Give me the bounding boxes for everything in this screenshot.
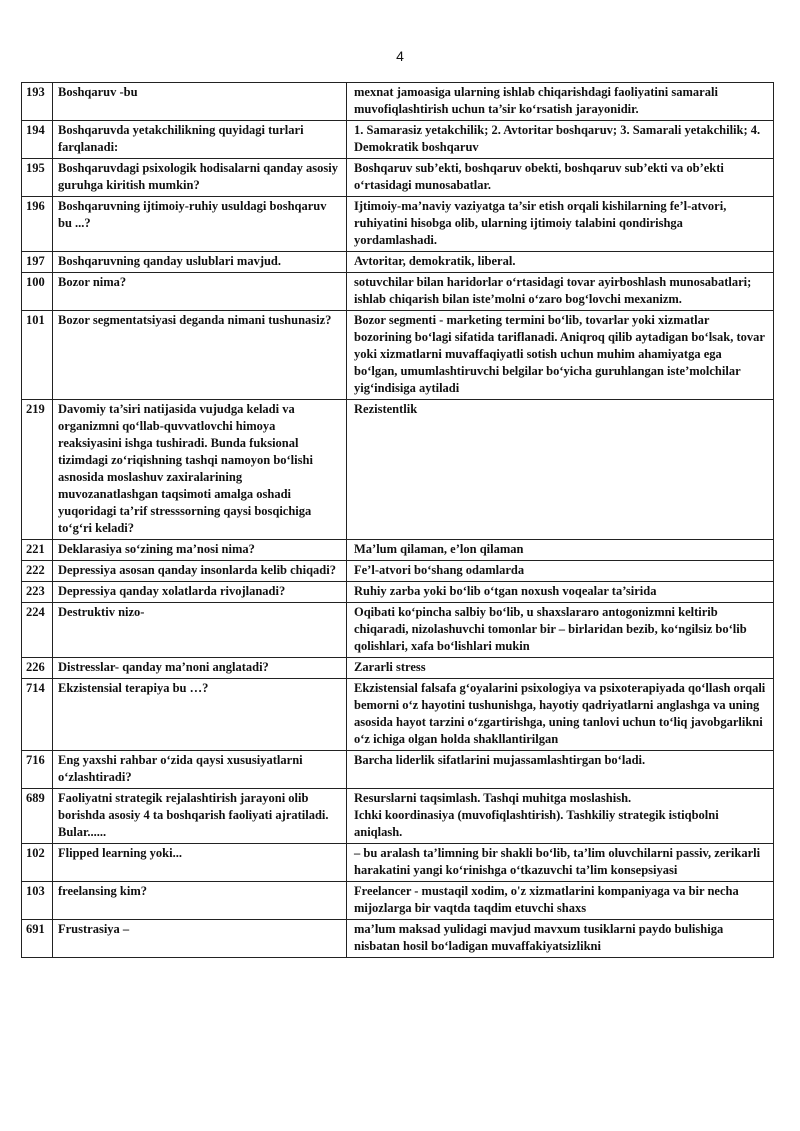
answer-cell: Fe’l-atvori bo‘shang odamlarda [347,561,774,582]
question-cell: Eng yaxshi rahbar o‘zida qaysi xususiyatlarni o‘zlashtiradi? [53,751,347,789]
row-number-cell: 196 [22,197,53,252]
answer-cell: Ijtimoiy-ma’naviy vaziyatga ta’sir etish orqali kishilarning fe’l-atvori, ruhiyatini hisobga olib, ularning ijtimoiy talabini qondirishga yordamlashadi. [347,197,774,252]
question-cell: Bozor nima? [53,273,347,311]
question-cell: Flipped learning yoki... [53,844,347,882]
answer-cell: Freelancer - mustaqil xodim, o'z xizmatlarini kompaniyaga va bir necha mijozlarga bir vaqtda taqdim etuvchi shaxs [347,882,774,920]
answer-cell: Barcha liderlik sifatlarini mujassamlashtirgan bo‘ladi. [347,751,774,789]
table-row [22,540,774,561]
question-cell: Boshqaruvning qanday uslublari mavjud. [53,252,347,273]
table-row [22,844,774,882]
table-row [22,252,774,273]
table-row [22,197,774,252]
question-cell: Boshqaruvning ijtimoiy-ruhiy usuldagi boshqaruv bu ...? [53,197,347,252]
table-row [22,679,774,751]
row-number-cell: 194 [22,121,53,159]
row-number-cell: 193 [22,83,53,121]
question-cell: Frustrasiya – [53,920,347,958]
question-cell: Depressiya qanday xolatlarda rivojlanadi? [53,582,347,603]
answer-cell: Avtoritar, demokratik, liberal. [347,252,774,273]
table-row [22,273,774,311]
question-cell: Deklarasiya so‘zining ma’nosi nima? [53,540,347,561]
row-number-cell: 100 [22,273,53,311]
row-number-cell: 226 [22,658,53,679]
row-number-cell: 221 [22,540,53,561]
table-row [22,751,774,789]
row-number-cell: 223 [22,582,53,603]
table-row [22,121,774,159]
table-row [22,400,774,540]
row-number-cell: 197 [22,252,53,273]
question-cell: Davomiy ta’siri natijasida vujudga keladi va organizmni qo‘llab-quvvatlovchi himoya reaksiyasini ishga tushiradi. Bunda fuksional tizimdagi zo‘riqishning tashqi namoyon bo‘lishi asnosida moslashuv zaxiralarining muvozanatlashgan taqsimoti amalga oshadi yuqoridagi ta’rif stresssorning qaysi bosqichiga to‘g‘ri keladi? [53,400,347,540]
table-row [22,920,774,958]
answer-cell: Boshqaruv sub’ekti, boshqaruv obekti, boshqaruv sub’ekti va ob’ekti o‘rtasidagi munosabatlar. [347,159,774,197]
row-number-cell: 222 [22,561,53,582]
table-row [22,83,774,121]
row-number-cell: 714 [22,679,53,751]
answer-cell: 1. Samarasiz yetakchilik; 2. Avtoritar boshqaruv; 3. Samarali yetakchilik; 4. Demokratik boshqaruv [347,121,774,159]
qa-table-body [22,83,774,958]
table-row [22,658,774,679]
answer-cell: Zararli stress [347,658,774,679]
question-cell: Ekzistensial terapiya bu …? [53,679,347,751]
table-row [22,561,774,582]
answer-cell: ma’lum maksad yulidagi mavjud mavxum tusiklarni paydo bulishiga nisbatan hosil bo‘ladigan muvaffakiyatsizlikni [347,920,774,958]
page-number: 4 [396,48,404,64]
question-cell: Boshqaruv -bu [53,83,347,121]
table-row [22,603,774,658]
question-cell: Distresslar- qanday ma’noni anglatadi? [53,658,347,679]
row-number-cell: 691 [22,920,53,958]
answer-cell: Ekzistensial falsafa g‘oyalarini psixologiya va psixoterapiyada qo‘llash orqali bemorni o‘z hayotini tushunishga, hayotiy qadriyatlarni anglashga va uning asosida hayot tarzini o‘zgartirishga, uning tanlovi uchun to‘liq javobgarlikni o‘z ichiga olgan holda shakllantirilgan [347,679,774,751]
question-cell: Bozor segmentatsiyasi deganda nimani tushunasiz? [53,311,347,400]
question-cell: Boshqaruvdagi psixologik hodisalarni qanday asosiy guruhga kiritish mumkin? [53,159,347,197]
row-number-cell: 102 [22,844,53,882]
table-row [22,789,774,844]
answer-cell: Oqibati ko‘pincha salbiy bo‘lib, u shaxslararo antogonizmni keltirib chiqaradi, nizolashuvchi tomonlar bir – birlaridan bezib, ko‘ngilsiz bo‘lib qolishlari, xafa bo‘lishlari mukin [347,603,774,658]
table-row [22,582,774,603]
answer-cell: Ruhiy zarba yoki bo‘lib o‘tgan noxush voqealar ta’sirida [347,582,774,603]
qa-table [21,82,774,958]
question-cell: Depressiya asosan qanday insonlarda kelib chiqadi? [53,561,347,582]
question-cell: Faoliyatni strategik rejalashtirish jarayoni olib borishda asosiy 4 ta boshqarish faoliyati ajratiladi. Bular...... [53,789,347,844]
row-number-cell: 101 [22,311,53,400]
row-number-cell: 103 [22,882,53,920]
row-number-cell: 689 [22,789,53,844]
answer-cell: Resurslarni taqsimlash. Tashqi muhitga moslashish. Ichki koordinasiya (muvofiqlashtirish). Tashkiliy strategik istiqbolni aniqlash. [347,789,774,844]
answer-cell: Ma’lum qilaman, e’lon qilaman [347,540,774,561]
answer-cell: Rezistentlik [347,400,774,540]
row-number-cell: 716 [22,751,53,789]
table-row [22,159,774,197]
row-number-cell: 224 [22,603,53,658]
row-number-cell: 219 [22,400,53,540]
answer-cell: mexnat jamoasiga ularning ishlab chiqarishdagi faoliyatini samarali muvofiqlashtirish uchun ta’sir ko‘rsatish jarayonidir. [347,83,774,121]
question-cell: freelansing kim? [53,882,347,920]
answer-cell: Bozor segmenti - marketing termini bo‘lib, tovarlar yoki xizmatlar bozorining bo‘lagi sifatida tariflanadi. Aniqroq qilib aytadigan bo‘lsak, tovar yoki xizmatlarni muvaffaqiyatli sotish uchun muhim ahamiyatga ega bo‘lgan, umumlashtiruvchi belgilar bo‘yicha guruhlangan iste’molchilar yig‘indisiga aytiladi [347,311,774,400]
table-row [22,311,774,400]
question-cell: Boshqaruvda yetakchilikning quyidagi turlari farqlanadi: [53,121,347,159]
table-row [22,882,774,920]
question-cell: Destruktiv nizo- [53,603,347,658]
answer-cell: – bu aralash ta’limning bir shakli bo‘lib, ta’lim oluvchilarni passiv, zerikarli harakatini yangi ko‘rinishga o‘tkazuvchi ta’lim konsepsiyasi [347,844,774,882]
row-number-cell: 195 [22,159,53,197]
answer-cell: sotuvchilar bilan haridorlar o‘rtasidagi tovar ayirboshlash munosabatlari; ishlab chiqarish bilan iste’molni o‘zaro bog‘lovchi mexanizm. [347,273,774,311]
